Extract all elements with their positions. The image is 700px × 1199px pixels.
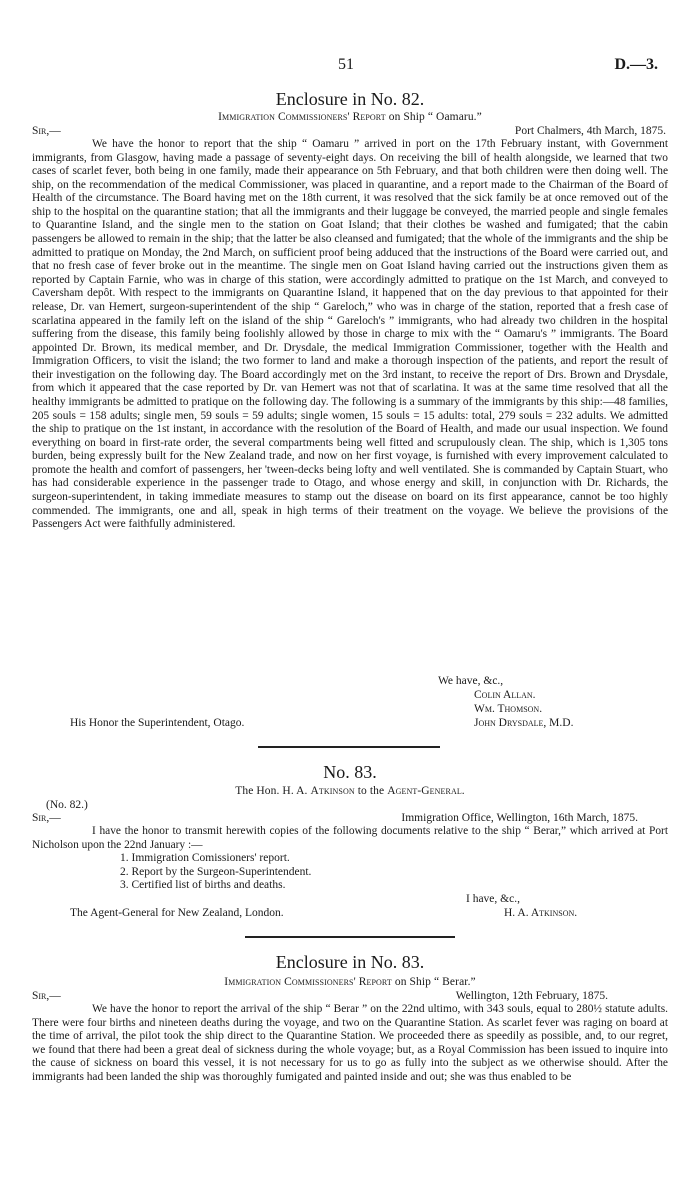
list-item: 3. Certified list of births and deaths.	[120, 879, 286, 891]
no-83-subtitle-name: Atkinson	[310, 785, 355, 797]
list-item: 1. Immigration Comissioners' report.	[120, 852, 290, 864]
no-83-subtitle-recipient: Agent-General.	[387, 785, 465, 797]
enclosure-83-subtitle-ship: on Ship “ Berar.”	[394, 976, 476, 988]
enclosure-83-subtitle	[0, 975, 700, 989]
signatory-john-drysdale: John Drysdale, M.D.	[474, 717, 574, 729]
no-83-body: I have the honor to transmit herewith copies of the following documents relative to the ship “ Berar,” which arrived at Port Nicholson upon the 22nd January :—	[32, 825, 668, 851]
section-divider	[258, 746, 440, 748]
section-divider	[245, 936, 455, 938]
enclosure-82-subtitle-report: Immigration Commissioners' Report	[218, 111, 386, 123]
signatory-colin-allan: Colin Allan.	[474, 689, 536, 701]
enclosure-82-subtitle-ship: on Ship “ Oamaru.”	[388, 111, 482, 123]
no-83-closing: I have, &c.,	[466, 893, 520, 905]
no-83-reference: (No. 82.)	[46, 799, 88, 811]
no-83-salutation: Sir,—	[32, 812, 61, 824]
document-reference: D.—3.	[614, 56, 658, 73]
no-83-place-date: Immigration Office, Wellington, 16th March, 1875.	[401, 812, 638, 824]
no-83-document-list	[120, 852, 311, 893]
enclosure-83-salutation: Sir,—	[32, 990, 61, 1002]
signatory-wm-thomson: Wm. Thomson.	[474, 703, 543, 715]
enclosure-82-title: Enclosure in No. 82.	[275, 89, 425, 109]
enclosure-82-closing: We have, &c.,	[438, 675, 504, 687]
enclosure-82-salutation: Sir,—	[32, 125, 61, 137]
no-83-subtitle	[0, 784, 700, 798]
list-item: 2. Report by the Surgeon-Superintendent.	[120, 865, 312, 878]
enclosure-82-addressee: His Honor the Superintendent, Otago.	[70, 717, 245, 729]
enclosure-83-body: We have the honor to report the arrival of the ship “ Berar ” on the 22nd ultimo, with 343 souls, equal to 280½ statute adults. There were four births and nineteen deaths during the voyage, and two on the Quarantine Station. As scarlet fever was raging on board at the time of arrival, the pilot took the ship direct to the Quarantine Station. We proceeded there as speedily as possible, and, to our regret, we found that there had been a great deal of sickness during the whole voyage; but, as a Royal Commission has been issued to inquire into the cause of sickness on board this vessel, it is not necessary for us to go as fully into the subject as we otherwise should. After the immigrants had been landed the ship was thoroughly fumigated and painted inside and out; she was thus enabled to be	[32, 1003, 668, 1083]
no-83-addressee: The Agent-General for New Zealand, London.	[70, 907, 284, 919]
no-83-subtitle-prefix: The Hon. H. A.	[235, 785, 308, 797]
enclosure-82-place-date: Port Chalmers, 4th March, 1875.	[514, 125, 666, 137]
no-83-subtitle-mid: to the	[357, 785, 385, 797]
page-number: 51	[338, 56, 354, 73]
no-83-title: No. 83.	[323, 762, 377, 782]
enclosure-82-body: We have the honor to report that the ship “ Oamaru ” arrived in port on the 17th February instant, with Government immigrants, from Glasgow, having made a passage of seventy-eight days. On receiving the bill of health alongside, we learned that two cases of scarlet fever, both being in one family, made their appearance on 5th February, and that both children were then doing well. The ship, on the recommendation of the medical Commissioner, was placed in quarantine, and a report made to the Chairman of the Board of Health of the circumstance. The Board having met on the 18th current, it was resolved that the sick family be at once removed out of the ship to the hospital on the quarantine station; that all the immigrants and their luggage be conveyed, the married people and single females to Quarantine Island, and the single men to the station on Goat Island; that their clothes be washed and fumigated; that the cabin passengers be allowed to remain in the ship; that the latter be also cleansed and fumigated; that the whole of the immigrants and the ship be admitted to pratique on Monday, the 2nd March, on sufficient proof being adduced that the instructions of the Board were carried out, and that no fresh case of fever broke out in the meantime. The single men on Goat Island having carried out the instructions given them as reported by Captain Farnie, who was in charge of this station, were accordingly admitted to pratique on the 1st March, and conveyed to Caversham depôt. With respect to the immigrants on Quarantine Island, it happened that on the day previous to that appointed for their release, Dr. van Hemert, surgeon-superintendent of the ship “ Gareloch,” who was in charge of the station, reported that a fresh case of scarlatina appeared in the family left on the island of the ship “ Gareloch's ” immigrants, who had already two children in the hospital suffering from the disease, this family being foolishly allowed by those in charge to mix with the “ Oamaru's ” immigrants. The Board appointed Dr. Brown, its medical member, and Dr. Drysdale, the medical Immigration Commissioner, together with the Health and Immigration Officers, to visit the island; the two former to land and make a thorough inspection of the patients, and report the result of their investigation on the following day. The Board accordingly met on the 3rd instant, to receive the report of Drs. Brown and Drysdale, from which it appeared that the case reported by Dr. van Hemert was not that of scarlatina. It was at the same time resolved that all the healthy immigrants be admitted to pratique on the following day. The following is a summary of the immigrants by this ship:—48 families, 205 souls = 158 adults; single men, 59 souls = 59 adults; single women, 15 souls = 15 adults: total, 279 souls = 232 adults. We admitted the ship to pratique on the 1st instant, in accordance with the resolution of the Board of Health, and made our usual inspection. We found everything on board in first-rate order, the several compartments being well fitted and scrupulously clean. The ship, which is 1,305 tons burden, being expressly built for the New Zealand trade, and now on her first voyage, is furnished with every improvement calculated to promote the health and comfort of passengers, her 'tween-decks being lofty and well ventilated. She is commanded by Captain Stuart, who has had considerable experience in the passenger trade to Otago, and whose energy and skill, in conjunction with Dr. Richards, the surgeon-superintendent, in taking immediate measures to stamp out the disease on board on its first appearance, cannot be too highly commended. The immigrants, one and all, speak in high terms of their treatment on the voyage. We believe the provisions of the Passengers Act were faithfully administered.	[32, 138, 668, 531]
enclosure-82-subtitle	[0, 110, 700, 124]
enclosure-83-subtitle-report: Immigration Commissioners' Report	[224, 976, 392, 988]
enclosure-83-title: Enclosure in No. 83.	[275, 952, 425, 972]
no-83-signatory: H. A. Atkinson.	[504, 907, 578, 919]
enclosure-83-place-date: Wellington, 12th February, 1875.	[455, 990, 608, 1002]
